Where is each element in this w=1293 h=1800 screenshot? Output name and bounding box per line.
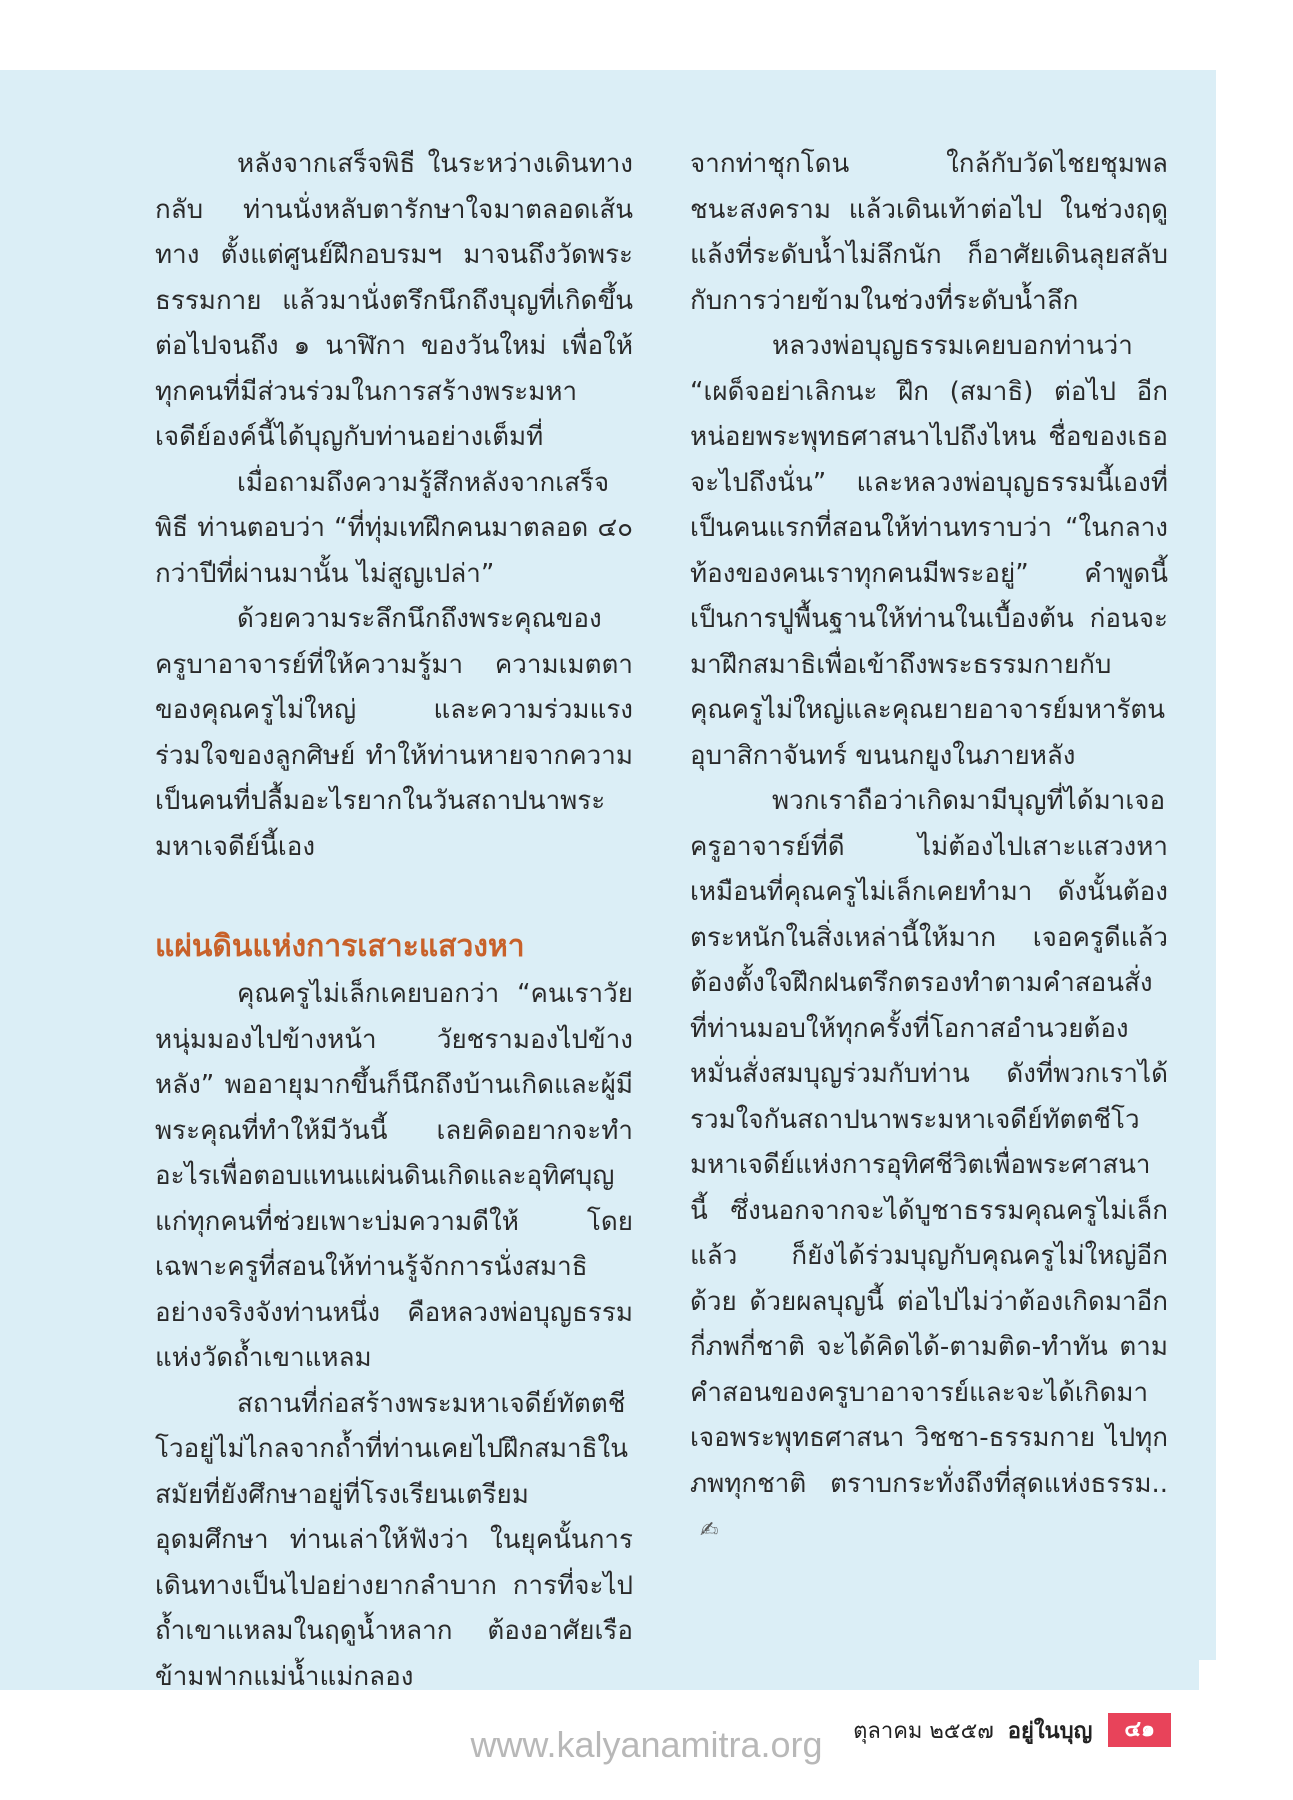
left-column	[155, 142, 633, 1700]
right-column	[690, 142, 1168, 1554]
issue-date: ตุลาคม ๒๕๕๗	[853, 1718, 994, 1744]
paragraph: คุณครูไม่เล็กเคยบอกว่า “คนเราวัยหนุ่มมองไปข้างหน้า วัยชรามองไปข้างหลัง” พออายุมากขึ้นก็นึกถึงบ้านเกิดและผู้มีพระคุณที่ทำให้มีวันนี้ เลยคิดอยากจะทำอะไรเพื่อตอบแทนแผ่นดินเกิดและอุทิศบุญแก่ทุกคนที่ช่วยเพาะบ่มความดีให้ โดยเฉพาะครูที่สอนให้ท่านรู้จักการนั่งสมาธิอย่างจริงจังท่านหนึ่ง คือหลวงพ่อบุญธรรมแห่งวัดถ้ำเขาแหลม	[155, 979, 633, 1373]
panel-corner-notch	[1199, 1660, 1216, 1690]
paragraph: ด้วยความระลึกนึกถึงพระคุณของครูบาอาจารย์ที่ให้ความรู้มา ความเมตตาของคุณครูไม่ใหญ่ และความร่วมแรงร่วมใจของลูกศิษย์ ทำให้ท่านหายจากความเป็นคนที่ปลื้มอะไรยากในวันสถาปนาพระมหาเจดีย์นี้เอง	[155, 604, 633, 862]
magazine-name: อยู่ในบุญ	[1007, 1718, 1093, 1744]
paragraph: สถานที่ก่อสร้างพระมหาเจดีย์ทัตตชีโวอยู่ไม่ไกลจากถ้ำที่ท่านเคยไปฝึกสมาธิในสมัยที่ยังศึกษาอยู่ที่โรงเรียนเตรียมอุดมศึกษา ท่านเล่าให้ฟังว่า ในยุคนั้นการเดินทางเป็นไปอย่างยากลำบาก การที่จะไปถ้ำเขาแหลมในฤดูน้ำหลาก ต้องอาศัยเรือข้ามฟากแม่น้ำแม่กลอง	[155, 1388, 633, 1692]
pen-end-mark-icon: ✍	[700, 1518, 719, 1543]
section-heading: แผ่นดินแห่งการเสาะแสวงหา	[155, 929, 525, 964]
paragraph: จากท่าชุกโดน ใกล้กับวัดไชยชุมพลชนะสงคราม แล้วเดินเท้าต่อไป ในช่วงฤดูแล้งที่ระดับน้ำไม่ลึกนัก ก็อาศัยเดินลุยสลับกับการว่ายข้ามในช่วงที่ระดับน้ำลึก	[690, 149, 1168, 316]
page-number-badge: ๔๑	[1108, 1713, 1171, 1747]
paragraph: หลวงพ่อบุญธรรมเคยบอกท่านว่า “เผด็จอย่าเลิกนะ ฝึก (สมาธิ) ต่อไป อีกหน่อยพระพุทธศาสนาไปถึงไหน ชื่อของเธอจะไปถึงนั่น” และหลวงพ่อบุญธรรมนี้เองที่เป็นคนแรกที่สอนให้ท่านทราบว่า “ในกลางท้องของคนเราทุกคนมีพระอยู่” คำพูดนี้เป็นการปูพื้นฐานให้ท่านในเบื้องต้น ก่อนจะมาฝึกสมาธิเพื่อเข้าถึงพระธรรมกายกับคุณครูไม่ใหญ่และคุณยายอาจารย์มหารัตนอุบาสิกาจันทร์ ขนนกยูงในภายหลัง	[690, 331, 1168, 771]
paragraph: หลังจากเสร็จพิธี ในระหว่างเดินทางกลับ ท่านนั่งหลับตารักษาใจมาตลอดเส้นทาง ตั้งแต่ศูนย์ฝึกอบรมฯ มาจนถึงวัดพระธรรมกาย แล้วมานั่งตรึกนึกถึงบุญที่เกิดขึ้นต่อไปจนถึง ๑ นาฬิกา ของวันใหม่ เพื่อให้ทุกคนที่มีส่วนร่วมในการสร้างพระมหาเจดีย์องค์นี้ได้บุญกับท่านอย่างเต็มที่	[155, 149, 633, 452]
paragraph: เมื่อถามถึงความรู้สึกหลังจากเสร็จพิธี ท่านตอบว่า “ที่ทุ่มเทฝึกคนมาตลอด ๔๐ กว่าปีที่ผ่านมานั้น ไม่สูญเปล่า”	[155, 467, 633, 589]
site-watermark: www.kalyanamitra.org	[470, 1724, 823, 1765]
paragraph-text: พวกเราถือว่าเกิดมามีบุญที่ได้มาเจอครูอาจารย์ที่ดี ไม่ต้องไปเสาะแสวงหาเหมือนที่คุณครูไม่เล็กเคยทำมา ดังนั้นต้องตระหนักในสิ่งเหล่านี้ให้มาก เจอครูดีแล้วต้องตั้งใจฝึกฝนตรึกตรองทำตามคำสอนสั่งที่ท่านมอบให้ทุกครั้งที่โอกาสอำนวยต้องหมั่นสั่งสมบุญร่วมกับท่าน ดังที่พวกเราได้รวมใจกันสถาปนาพระมหาเจดีย์ทัตตชีโว มหาเจดีย์แห่งการอุทิศชีวิตเพื่อพระศาสนานี้ ซึ่งนอกจากจะได้บูชาธรรมคุณครูไม่เล็กแล้ว ก็ยังได้ร่วมบุญกับคุณครูไม่ใหญ่อีกด้วย ด้วยผลบุญนี้ ต่อไปไม่ว่าต้องเกิดมาอีกกี่ภพกี่ชาติ จะได้คิดได้-ตามติด-ทำทัน ตามคำสอนของครูบาอาจารย์และจะได้เกิดมาเจอพระพุทธศาสนา วิชชา-ธรรมกาย ไปทุกภพทุกชาติ ตราบกระทั่งถึงที่สุดแห่งธรรม..	[690, 786, 1168, 1499]
paragraph	[690, 779, 1168, 1554]
